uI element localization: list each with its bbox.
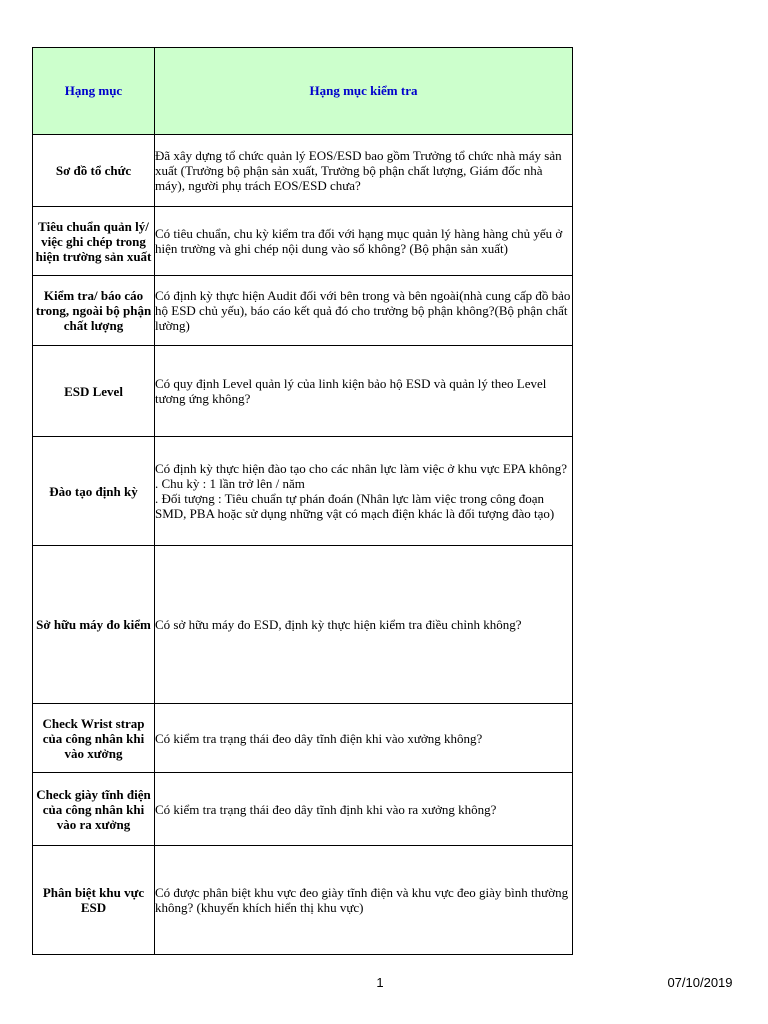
row-category: ESD Level [33,346,155,437]
check-item-text: Có kiểm tra trạng thái đeo dây tĩnh định khi vào ra xưởng không? [155,801,497,817]
row-check-item [155,346,573,437]
table-row [33,346,573,437]
check-item-text: . Đối tượng : Tiêu chuẩn tự phán đoán (Nhân lực làm việc trong công đoạn SMD, PBA hoặc sử dụng những vật có mạch điện khác là đối tượng đào tạo) [155,491,555,521]
row-category: Check giày tĩnh điện của công nhân khi vào ra xưởng [33,773,155,846]
row-category: Sở hữu máy đo kiểm [33,546,155,704]
row-check-item [155,773,573,846]
table-row [33,773,573,846]
check-item-text: Có định kỳ thực hiện đào tạo cho các nhân lực làm việc ở khu vực EPA không? [155,461,568,476]
print-date: 07/10/2019 [667,975,733,990]
check-item-text: Có quy định Level quản lý của linh kiện bảo hộ ESD và quản lý theo Level tương ứng không? [155,376,547,406]
check-item-text: . Chu kỳ : 1 lần trở lên / năm [155,476,305,491]
check-item-text: Có tiêu chuẩn, chu kỳ kiểm tra đối với hạng mục quản lý hàng hàng chủ yếu ở hiện trường và ghi chép nội dung vào sổ không? (Bộ phận sản xuất) [155,226,563,256]
header-check-item: Hạng mục kiểm tra [155,48,573,135]
checklist-table [32,47,573,955]
check-item-text: Có kiểm tra trạng thái đeo dây tĩnh điện khi vào xưởng không? [155,730,483,746]
table-row [33,437,573,546]
row-check-item [155,704,573,773]
check-item-text: Đã xây dựng tổ chức quản lý EOS/ESD bao gồm Trưởng tổ chức nhà máy sản xuất (Trưởng bộ phận sản xuất, Trưởng bộ phận chất lượng, Giám đốc nhà máy), người phụ trách EOS/ESD chưa? [155,148,562,193]
header-category: Hạng mục [33,48,155,135]
row-category: Đào tạo định kỳ [33,437,155,546]
table-row [33,846,573,955]
row-check-item [155,437,573,546]
row-category: Check Wrist strap của công nhân khi vào xưởng [33,704,155,773]
table-header-row [33,48,573,135]
row-category: Phân biệt khu vực ESD [33,846,155,955]
table-row [33,135,573,207]
row-check-item [155,276,573,346]
table-row [33,276,573,346]
table-row [33,546,573,704]
row-category: Tiêu chuẩn quản lý/ việc ghi chép trong hiện trường sản xuất [33,207,155,276]
row-check-item [155,546,573,704]
table-row [33,207,573,276]
table-row [33,704,573,773]
page-number: 1 [376,975,384,990]
check-item-text: Có định kỳ thực hiện Audit đối với bên trong và bên ngoài(nhà cung cấp đồ bảo hộ ESD chủ yếu), báo cáo kết quả đó cho trưởng bộ phận không?(Bộ phận chất lường) [155,288,571,333]
table-body [33,135,573,955]
check-item-text: Có được phân biệt khu vực đeo giày tĩnh điện và khu vực đeo giày bình thường không? (khuyến khích hiển thị khu vực) [155,885,569,915]
row-category: Sơ đồ tổ chức [33,135,155,207]
check-item-text: Có sở hữu máy đo ESD, định kỳ thực hiện kiểm tra điều chỉnh không? [155,617,522,632]
row-check-item [155,846,573,955]
row-check-item [155,135,573,207]
row-category: Kiểm tra/ báo cáo trong, ngoài bộ phận chất lượng [33,276,155,346]
row-check-item [155,207,573,276]
